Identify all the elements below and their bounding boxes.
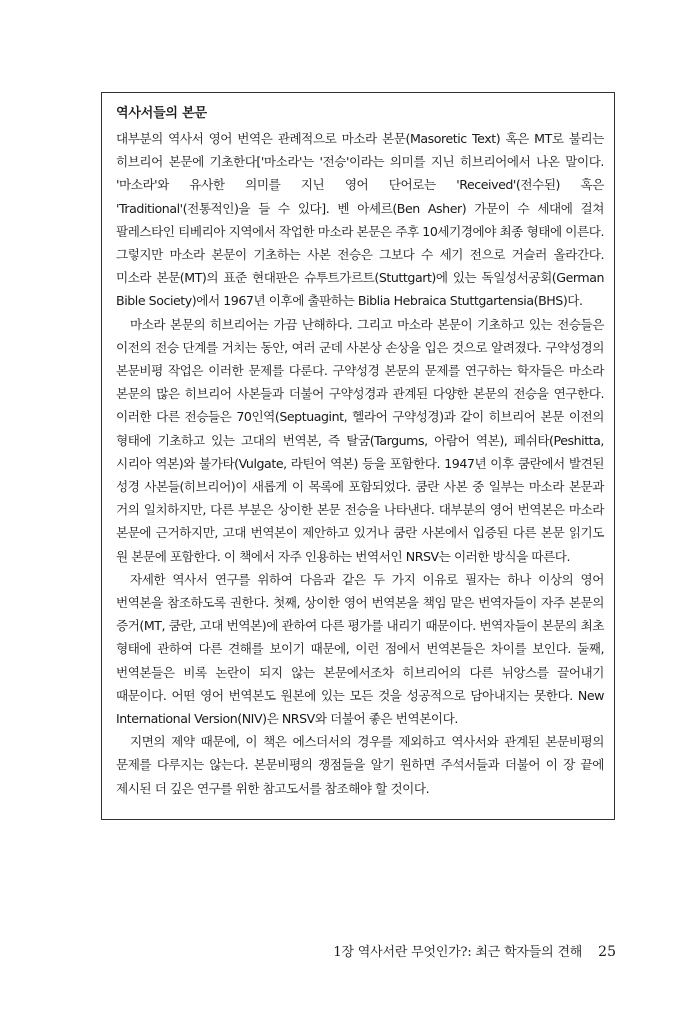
page-footer — [0, 943, 616, 962]
page-number: 25 — [598, 944, 616, 960]
paragraph-3: 자세한 역사서 연구를 위하여 다음과 같은 두 가지 이유로 필자는 하나 이상의 영어 번역본을 참조하도록 권한다. 첫째, 상이한 영어 번역본을 책임 맡은 번역자들이 자주 본문의 증거(MT, 쿰란, 고대 번역본)에 관하여 다른 평가를 내리기 때문이다. 번역자들이 본문의 최초 형태에 관하여 다른 견해를 보이기 때문에, 이런 점에서 번역본들은 차이를 보인다. 둘째, 번역본들은 비록 논란이 되지 않는 본문에서조차 히브리어의 다른 뉘앙스를 끌어내기 때문이다. 어떤 영어 번역본도 원본에 있는 모든 것을 성공적으로 담아내지는 못한다. New International Version(NIV)은 NRSV와 더불어 좋은 번역본이다. — [116, 571, 604, 727]
paragraph-2: 마소라 본문의 히브리어는 가끔 난해하다. 그리고 마소라 본문이 기초하고 있는 전승들은 이전의 전승 단계를 거치는 동안, 여러 군데 사본상 손상을 입은 것으로 알려졌다. 구약성경의 본문비평 작업은 이러한 문제를 다룬다. 구약성경 본문의 문제를 연구하는 학자들은 마소라 본문의 많은 히브리어 사본들과 더불어 구약성경과 관계된 다양한 본문의 전승을 연구한다. 이러한 다른 전승들은 70인역(Septuagint, 헬라어 구약성경)과 같이 히브리어 본문 이전의 형태에 기초하고 있는 고대의 번역본, 즉 탈굼(Targums, 아람어 역본), 페쉬타(Peshitta, 시리아 역본)와 불가타(Vulgate, 라틴어 역본) 등을 포함한다. 1947년 이후 쿰란에서 발견된 성경 사본들(히브리어)이 새롭게 이 목록에 포함되었다. 쿰란 사본 중 일부는 마소라 본문과 거의 일치하지만, 다른 부분은 상이한 본문 전승을 나타낸다. 대부분의 영어 번역본은 마소라 본문에 근거하지만, 고대 번역본이 제안하고 있거나 쿰란 사본에서 입증된 다른 본문 읽기도 원 본문에 포함한다. 이 책에서 자주 인용하는 번역서인 NRSV는 이러한 방식을 따른다. — [116, 316, 604, 564]
running-head: 1장 역사서란 무엇인가?: 최근 학자들의 견해 — [333, 945, 583, 960]
box-title: 역사서들의 본문 — [116, 106, 207, 121]
sidebar-box — [101, 92, 615, 820]
paragraph-4: 지면의 제약 때문에, 이 책은 에스더서의 경우를 제외하고 역사서와 관계된 본문비평의 문제를 다루지는 않는다. 본문비평의 쟁점들을 알기 원하면 주석서들과 더불어 이 장 끝에 제시된 더 깊은 연구를 위한 참고도서를 참조해야 할 것이다. — [116, 734, 604, 796]
paragraph-1: 대부분의 역사서 영어 번역은 관례적으로 마소라 본문(Masoretic Text) 혹은 MT로 불리는 히브리어 본문에 기초한다['마소라'는 '전승'이라는 의미를 지닌 히브리어에서 나온 말이다. '마소라'와 유사한 의미를 지닌 영어 단어로는 'Received'(전수된) 혹은 'Traditional'(전통적인)을 들 수 있다]. 벤 아셰르(Ben Asher) 가문이 수 세대에 걸쳐 팔레스타인 티베리아 지역에서 작업한 마소라 본문은 주후 10세기경에야 최종 형태에 이른다. 그렇지만 마소라 본문이 기초하는 사본 전승은 그보다 수 세기 전으로 거슬러 올라간다. 미소라 본문(MT)의 표준 현대판은 슈투트가르트(Stuttgart)에 있는 독일성서공회(German Bible Society)에서 1967년 이후에 출판하는 Biblia Hebraica Stuttgartensia(BHS)다. — [116, 131, 604, 309]
